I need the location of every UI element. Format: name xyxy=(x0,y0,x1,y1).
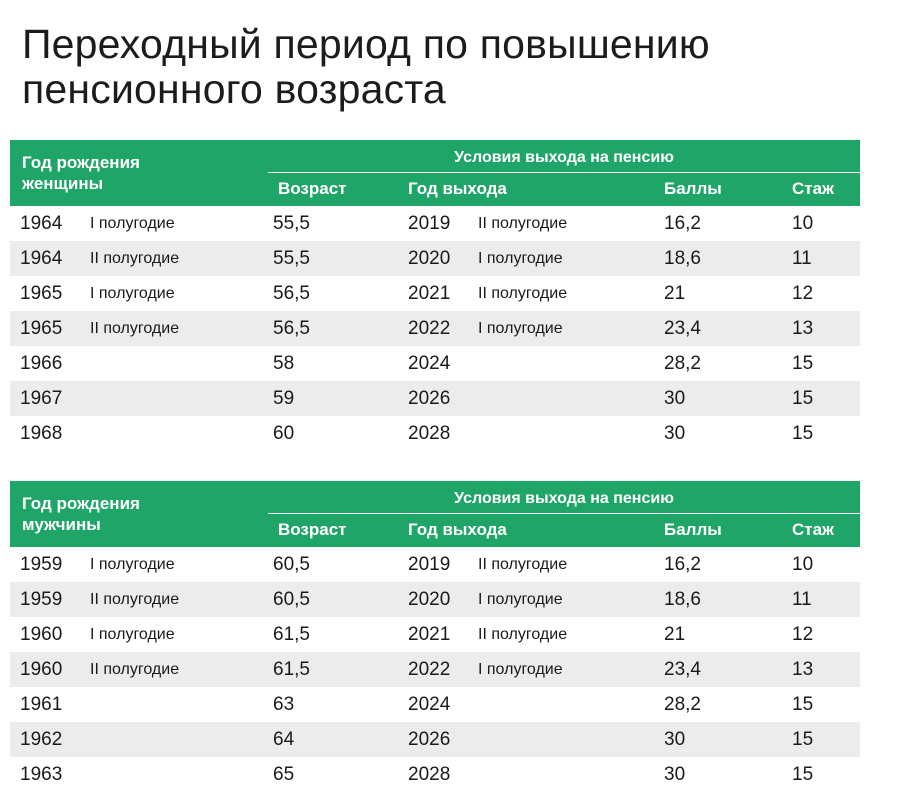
points-cell: 30 xyxy=(664,388,686,409)
age-cell: 55,5 xyxy=(273,213,310,234)
age-cell: 56,5 xyxy=(273,283,310,304)
points-cell: 18,6 xyxy=(664,248,701,269)
table-header xyxy=(10,140,860,206)
experience-cell: 15 xyxy=(792,764,814,785)
birth-half-cell: I полугодие xyxy=(90,626,175,643)
exit-year-cell: 2020 xyxy=(408,589,451,610)
birth-year-cell: 1960 xyxy=(20,624,63,645)
age-cell: 63 xyxy=(273,694,295,715)
birth-year-cell: 1966 xyxy=(20,353,63,374)
table-row xyxy=(10,722,860,757)
points-cell: 28,2 xyxy=(664,694,701,715)
birth-half-cell: I полугодие xyxy=(90,285,175,302)
women-table xyxy=(10,140,860,451)
exit-half-cell: II полугодие xyxy=(478,215,568,232)
exit-year-cell: 2026 xyxy=(408,729,451,750)
birth-year-cell: 1963 xyxy=(20,764,63,785)
table-row xyxy=(10,582,860,617)
conditions-header: Условия выхода на пенсию xyxy=(454,490,674,507)
conditions-header: Условия выхода на пенсию xyxy=(454,149,674,166)
table-row xyxy=(10,617,860,652)
birth-year-cell: 1965 xyxy=(20,283,63,304)
table-row xyxy=(10,547,860,582)
column-header-points: Баллы xyxy=(664,520,722,539)
age-cell: 61,5 xyxy=(273,624,310,645)
points-cell: 21 xyxy=(664,624,686,645)
birth-year-header: Год рождения мужчины xyxy=(22,494,140,534)
experience-cell: 11 xyxy=(792,248,812,269)
table-row xyxy=(10,687,860,722)
experience-cell: 15 xyxy=(792,729,814,750)
birth-year-cell: 1960 xyxy=(20,659,63,680)
experience-cell: 15 xyxy=(792,423,814,444)
experience-cell: 15 xyxy=(792,694,814,715)
points-cell: 28,2 xyxy=(664,353,701,374)
table-header xyxy=(10,481,860,547)
exit-half-cell: II полугодие xyxy=(478,556,568,573)
table-row xyxy=(10,276,860,311)
age-cell: 61,5 xyxy=(273,659,310,680)
birth-half-cell: II полугодие xyxy=(90,250,180,267)
birth-half-cell: II полугодие xyxy=(90,591,180,608)
table-row xyxy=(10,241,860,276)
birth-year-cell: 1959 xyxy=(20,589,63,610)
age-cell: 60,5 xyxy=(273,589,310,610)
birth-year-cell: 1959 xyxy=(20,554,63,575)
experience-cell: 10 xyxy=(792,213,814,234)
exit-year-cell: 2019 xyxy=(408,554,451,575)
age-cell: 60 xyxy=(273,423,295,444)
page-title xyxy=(22,22,882,112)
exit-year-cell: 2019 xyxy=(408,213,451,234)
exit-year-cell: 2024 xyxy=(408,353,451,374)
experience-cell: 13 xyxy=(792,659,814,680)
birth-year-header: Год рождения женщины xyxy=(22,153,140,193)
experience-cell: 13 xyxy=(792,318,814,339)
exit-year-cell: 2021 xyxy=(408,283,451,304)
exit-year-cell: 2028 xyxy=(408,423,451,444)
birth-half-cell: II полугодие xyxy=(90,661,180,678)
points-cell: 21 xyxy=(664,283,686,304)
age-cell: 60,5 xyxy=(273,554,310,575)
exit-year-cell: 2020 xyxy=(408,248,451,269)
birth-year-cell: 1967 xyxy=(20,388,63,409)
exit-half-cell: II полугодие xyxy=(478,626,568,643)
table-row xyxy=(10,311,860,346)
men-table xyxy=(10,481,860,787)
table-row xyxy=(10,206,860,241)
birth-year-cell: 1964 xyxy=(20,248,63,269)
points-cell: 23,4 xyxy=(664,318,701,339)
exit-half-cell: I полугодие xyxy=(478,320,563,337)
birth-year-cell: 1962 xyxy=(20,729,63,750)
header-divider xyxy=(268,513,860,514)
column-header-exit-year: Год выхода xyxy=(408,179,507,198)
title-line-2: пенсионного возраста xyxy=(22,66,446,112)
birth-year-cell: 1968 xyxy=(20,423,63,444)
experience-cell: 10 xyxy=(792,554,814,575)
title-line-1: Переходный период по повышению xyxy=(22,21,710,67)
experience-cell: 15 xyxy=(792,353,814,374)
experience-cell: 12 xyxy=(792,283,814,304)
points-cell: 16,2 xyxy=(664,554,701,575)
column-header-experience: Стаж xyxy=(792,520,835,539)
exit-year-cell: 2021 xyxy=(408,624,451,645)
age-cell: 65 xyxy=(273,764,295,785)
points-cell: 18,6 xyxy=(664,589,701,610)
points-cell: 30 xyxy=(664,423,686,444)
birth-year-cell: 1964 xyxy=(20,213,63,234)
exit-half-cell: I полугодие xyxy=(478,250,563,267)
birth-year-cell: 1965 xyxy=(20,318,63,339)
exit-year-cell: 2028 xyxy=(408,764,451,785)
age-cell: 59 xyxy=(273,388,295,409)
age-cell: 64 xyxy=(273,729,295,750)
points-cell: 30 xyxy=(664,764,686,785)
experience-cell: 12 xyxy=(792,624,814,645)
birth-year-cell: 1961 xyxy=(20,694,63,715)
points-cell: 23,4 xyxy=(664,659,701,680)
column-header-exit-year: Год выхода xyxy=(408,520,507,539)
exit-year-cell: 2022 xyxy=(408,659,451,680)
exit-half-cell: II полугодие xyxy=(478,285,568,302)
column-header-experience: Стаж xyxy=(792,179,835,198)
experience-cell: 15 xyxy=(792,388,814,409)
table-row xyxy=(10,346,860,381)
table-row xyxy=(10,652,860,687)
exit-half-cell: I полугодие xyxy=(478,591,563,608)
exit-year-cell: 2024 xyxy=(408,694,451,715)
age-cell: 56,5 xyxy=(273,318,310,339)
header-divider xyxy=(268,172,860,173)
column-header-points: Баллы xyxy=(664,179,722,198)
birth-half-cell: I полугодие xyxy=(90,556,175,573)
exit-half-cell: I полугодие xyxy=(478,661,563,678)
birth-half-cell: II полугодие xyxy=(90,320,180,337)
experience-cell: 11 xyxy=(792,589,812,610)
table-row xyxy=(10,381,860,416)
table-row xyxy=(10,416,860,451)
age-cell: 58 xyxy=(273,353,295,374)
table-row xyxy=(10,757,860,787)
column-header-age: Возраст xyxy=(278,179,347,198)
birth-half-cell: I полугодие xyxy=(90,215,175,232)
age-cell: 55,5 xyxy=(273,248,310,269)
exit-year-cell: 2026 xyxy=(408,388,451,409)
points-cell: 16,2 xyxy=(664,213,701,234)
points-cell: 30 xyxy=(664,729,686,750)
exit-year-cell: 2022 xyxy=(408,318,451,339)
column-header-age: Возраст xyxy=(278,520,347,539)
